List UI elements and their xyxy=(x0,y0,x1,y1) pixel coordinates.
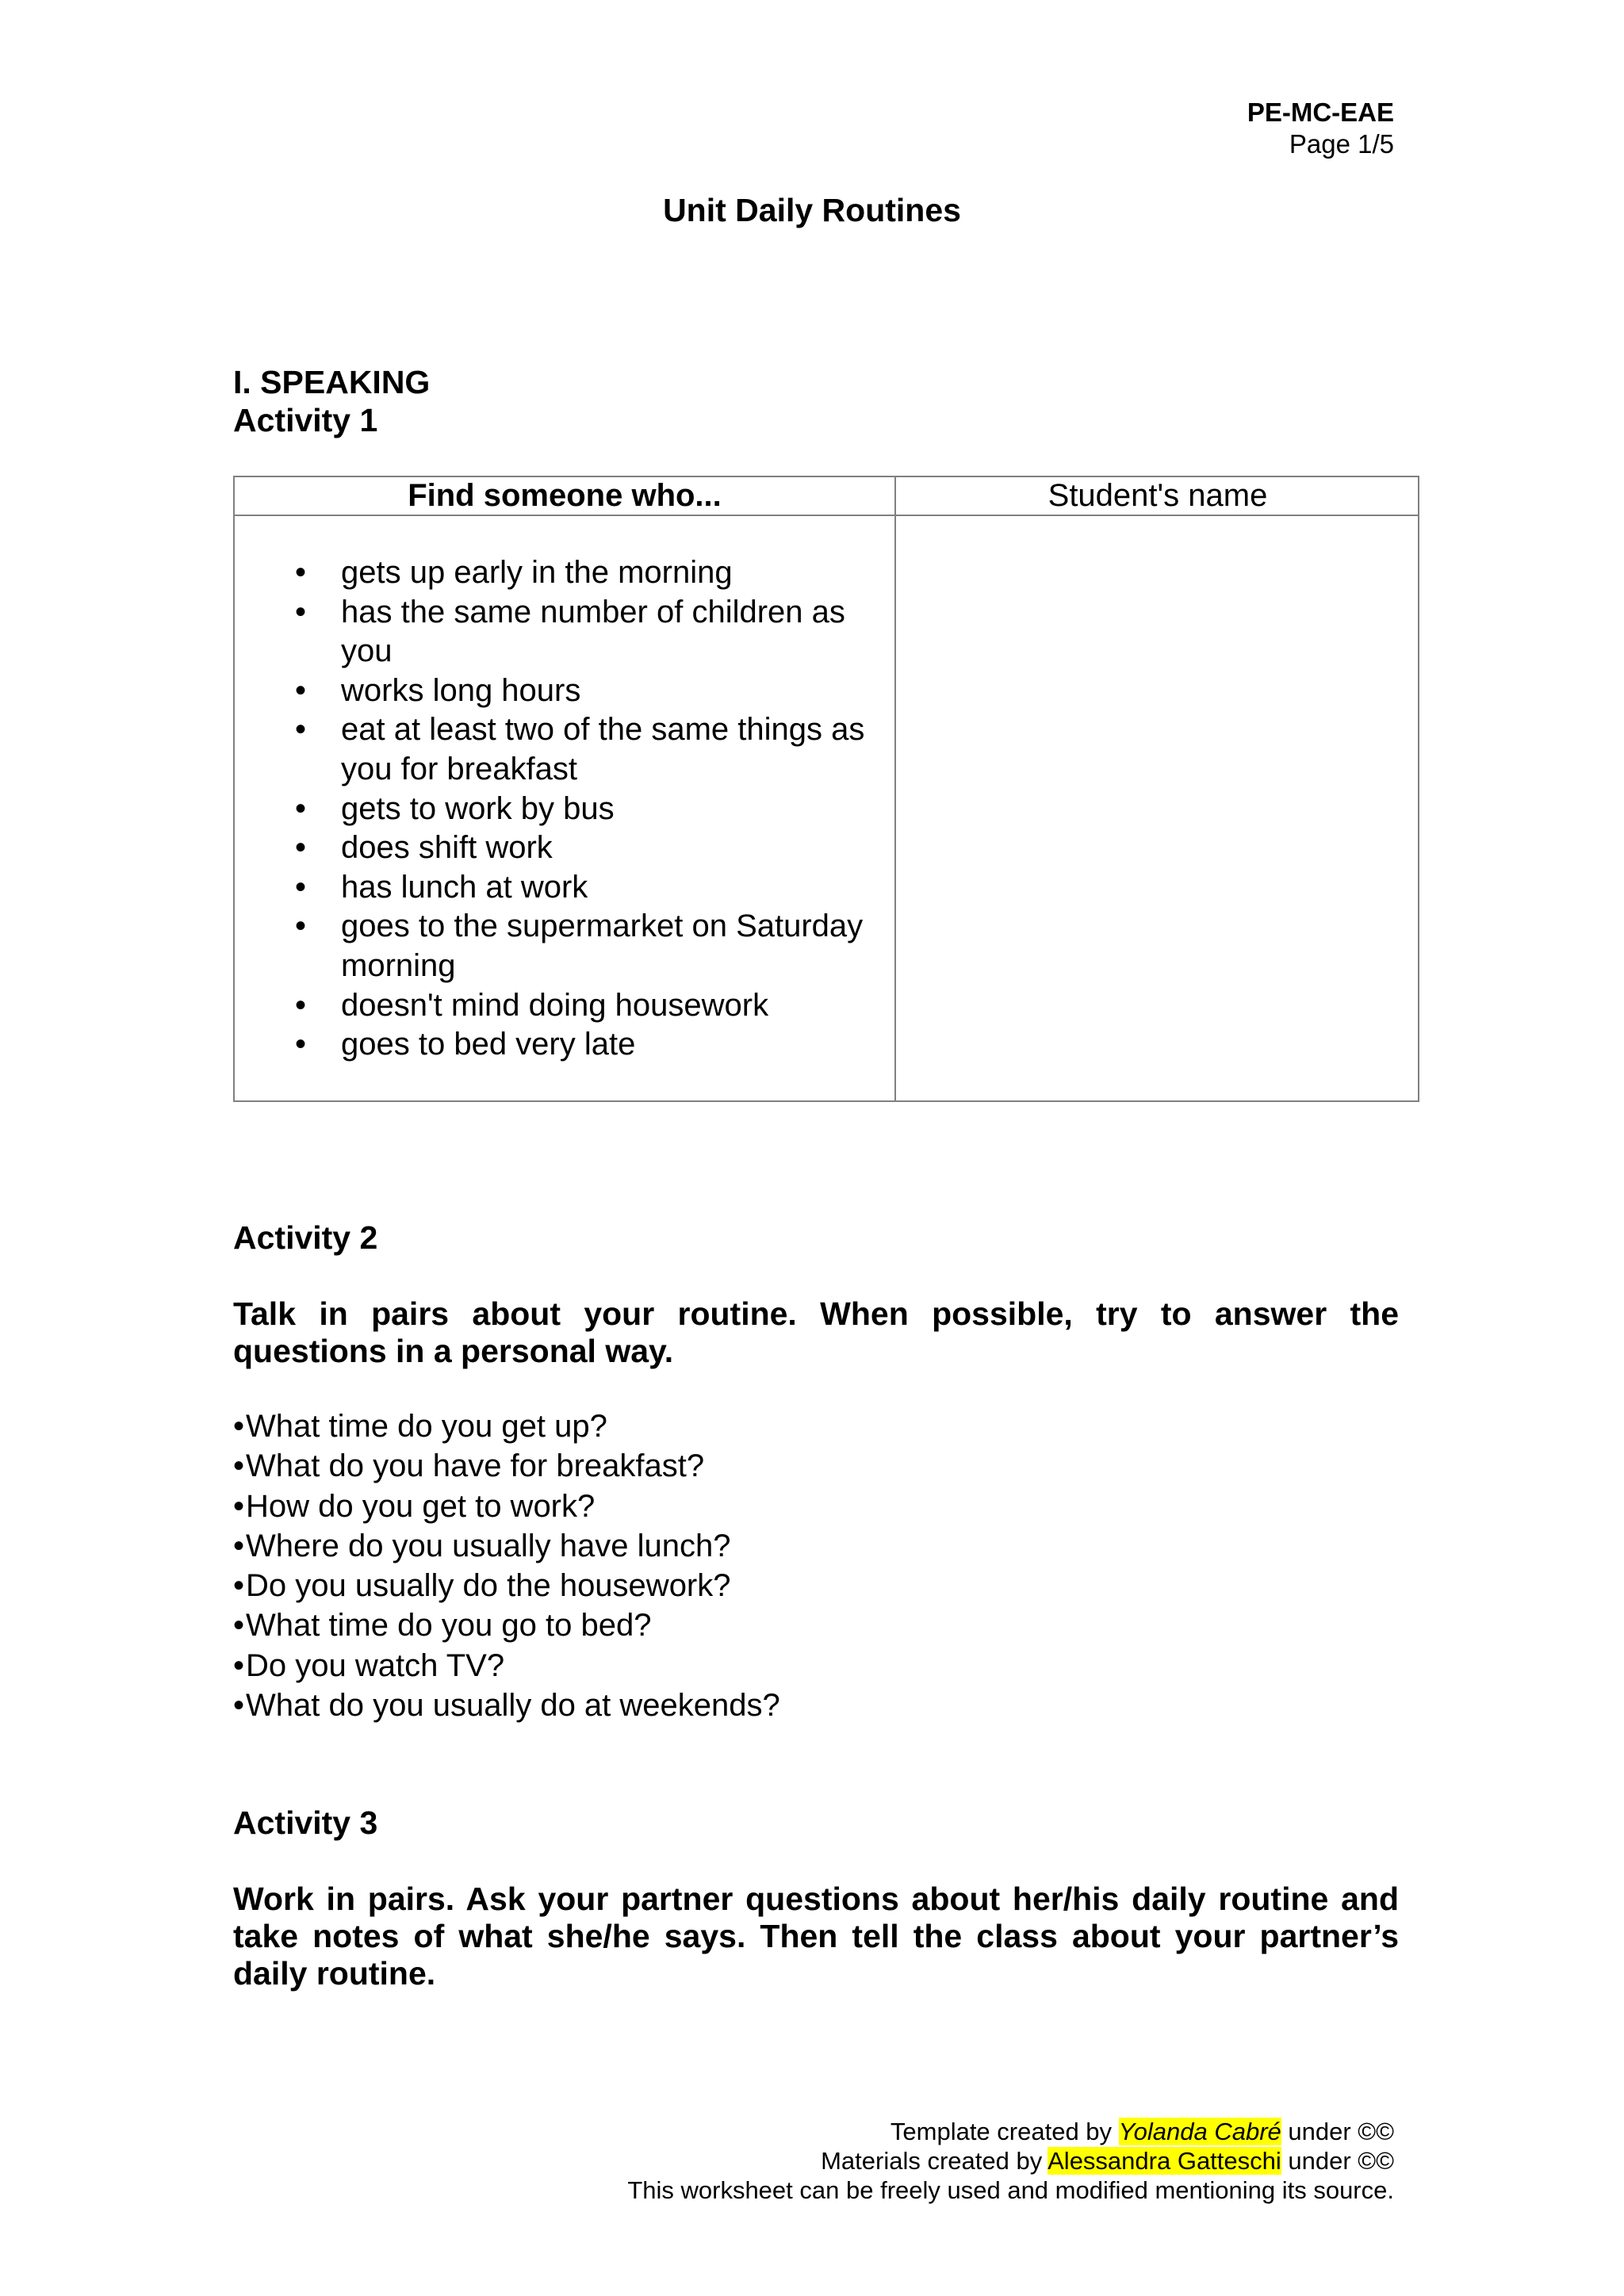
question-text: What do you usually do at weekends? xyxy=(246,1688,780,1724)
footer-template-suffix: under ©© xyxy=(1288,2118,1394,2145)
student-name-cell[interactable] xyxy=(896,516,1419,1102)
activity-3-heading: Activity 3 xyxy=(233,1804,378,1841)
bullet-icon: • xyxy=(233,1688,245,1724)
document-code: PE-MC-EAE xyxy=(1247,98,1394,127)
question-item xyxy=(233,1605,780,1645)
list-item: • gets up early in the morning xyxy=(235,553,894,593)
footer-materials-suffix: under ©© xyxy=(1288,2147,1394,2175)
question-text: Do you watch TV? xyxy=(246,1647,505,1683)
list-item: • eat at least two of the same things as you for breakfast xyxy=(235,710,894,789)
list-item: • works long hours xyxy=(235,672,894,711)
question-text: What do you have for breakfast? xyxy=(246,1448,705,1484)
list-item: • doesn't mind doing housework xyxy=(235,986,894,1026)
section-heading: I. SPEAKING xyxy=(233,364,431,400)
question-text: Where do you usually have lunch? xyxy=(246,1528,731,1563)
find-someone-list xyxy=(235,553,894,1065)
activity-1-heading: Activity 1 xyxy=(233,402,378,438)
footer-template-line xyxy=(627,2117,1394,2146)
question-item xyxy=(233,1686,780,1725)
question-item xyxy=(233,1446,780,1486)
question-item xyxy=(233,1526,780,1566)
list-item: • does shift work xyxy=(235,828,894,868)
list-item: • gets to work by bus xyxy=(235,790,894,829)
bullet-icon: • xyxy=(233,1488,245,1524)
bullet-icon: • xyxy=(233,1409,245,1444)
question-item xyxy=(233,1646,780,1686)
activity-2-heading: Activity 2 xyxy=(233,1219,378,1256)
bullet-icon: • xyxy=(233,1647,245,1683)
footer-credits xyxy=(627,2117,1394,2205)
document-code-block xyxy=(1247,97,1394,160)
activity-2-questions xyxy=(233,1406,780,1725)
footer-template-prefix: Template created by xyxy=(890,2118,1113,2145)
footer-materials-author: Alessandra Gatteschi xyxy=(1048,2147,1281,2175)
section-heading-block xyxy=(233,363,430,439)
question-text: Do you usually do the housework? xyxy=(246,1568,731,1604)
table-header-find-someone: Find someone who... xyxy=(408,478,722,513)
question-text: What time do you get up? xyxy=(246,1409,607,1444)
activity-2-instruction: Talk in pairs about your routine. When possible, try to answer the questions in a personal way. xyxy=(233,1295,1399,1369)
list-item: • has lunch at work xyxy=(235,868,894,908)
footer-materials-prefix: Materials created by xyxy=(821,2147,1043,2175)
page-number: Page 1/5 xyxy=(1289,129,1394,159)
list-item: • goes to the supermarket on Saturday morning xyxy=(235,907,894,985)
footer-template-author: Yolanda Cabré xyxy=(1118,2118,1281,2145)
page-title: Unit Daily Routines xyxy=(663,192,961,228)
bullet-icon: • xyxy=(233,1528,245,1563)
footer-usage-note: This worksheet can be freely used and modified mentioning its source. xyxy=(627,2176,1394,2204)
find-someone-who-table xyxy=(233,476,1419,1102)
question-text: How do you get to work? xyxy=(246,1488,596,1524)
activity-3-instruction: Work in pairs. Ask your partner questions about her/his daily routine and take notes of what she/he says. Then tell the class about your partner’s daily routine. xyxy=(233,1881,1399,1992)
question-item xyxy=(233,1406,780,1446)
footer-materials-line xyxy=(627,2146,1394,2175)
bullet-icon: • xyxy=(233,1448,245,1484)
question-item xyxy=(233,1566,780,1605)
list-item: • goes to bed very late xyxy=(235,1025,894,1065)
bullet-icon: • xyxy=(233,1568,245,1604)
table-header-student-name: Student's name xyxy=(1048,478,1268,513)
question-text: What time do you go to bed? xyxy=(246,1608,652,1644)
list-item: • has the same number of children as you xyxy=(235,593,894,672)
bullet-icon: • xyxy=(233,1608,245,1644)
question-item xyxy=(233,1487,780,1526)
